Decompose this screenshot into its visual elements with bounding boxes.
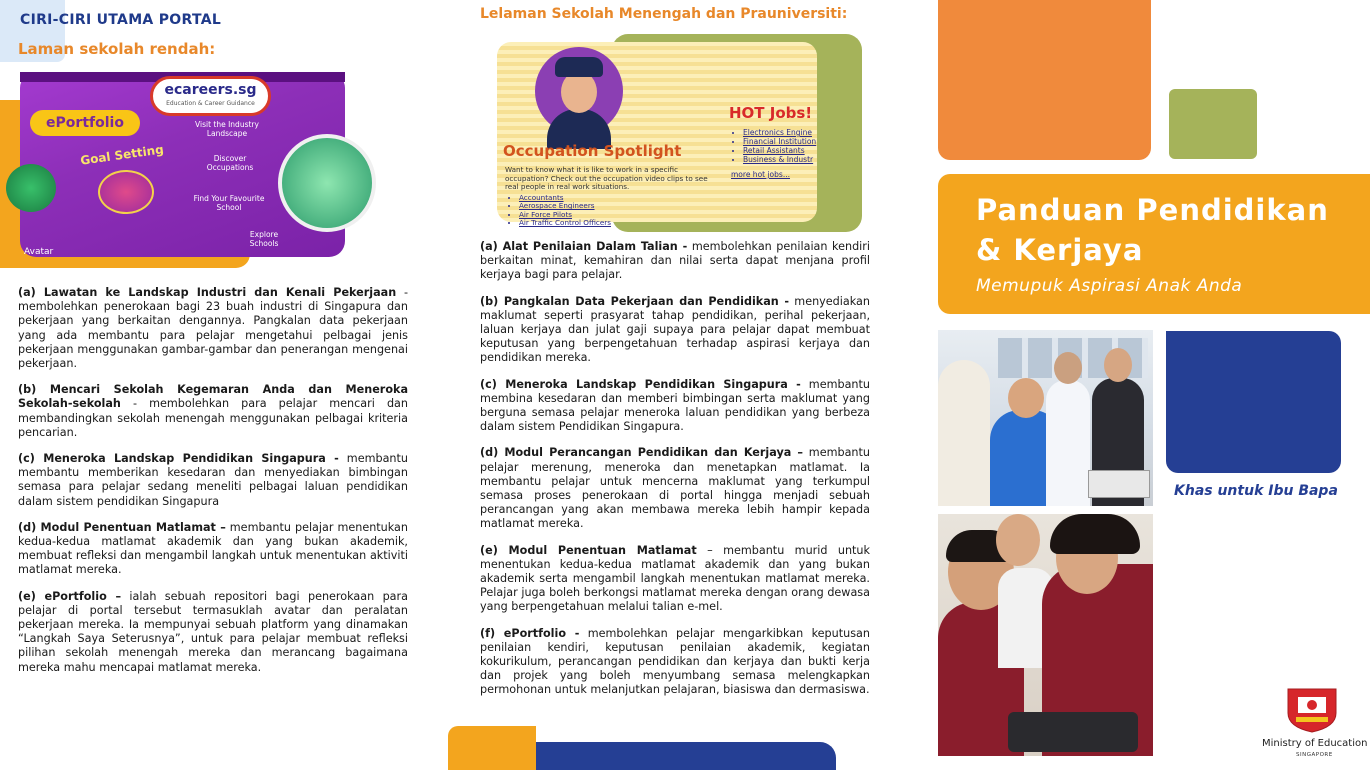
middle-item-e-text: – membantu murid untuk menentukan kedua-kedua matlamat akademik dan yang bukan akademik serta mengambil langkah menentukan matlamat mereka. Pelajar juga boleh berkongsi matlamat mereka dengan orang dewasa yang berpengetahuan melalui talian e-mel.	[480, 543, 870, 614]
middle-item-c-title: (c) Meneroka Landskap Pendidikan Singapura -	[480, 377, 801, 391]
more-hot-jobs-link: more hot jobs...	[731, 170, 790, 179]
student-girl-head	[1054, 352, 1082, 384]
left-subheading: Laman sekolah rendah:	[18, 40, 216, 58]
country-label: SINGAPORE	[1296, 752, 1333, 758]
menu-find-school: Find Your Favourite School	[193, 194, 265, 212]
world-orb	[278, 134, 376, 232]
bottom-navy-block	[536, 742, 836, 770]
avatar-label: Avatar	[24, 247, 54, 257]
woman-head	[1104, 348, 1132, 382]
ecareers-logo-text: ecareers.sg	[164, 82, 257, 98]
left-item-d-title: (d) Modul Penentuan Matlamat –	[18, 520, 226, 534]
middle-item-e	[480, 544, 870, 615]
left-item-d-text: membantu pelajar menentukan kedua-kedua matlamat akademik dan yang bukan akademik, membuat refleksi dan mengambil langkah untuk menentukan aktiviti matlamat mereka.	[18, 520, 408, 577]
left-orb	[6, 164, 56, 212]
hot-job-link: • Business & Industr	[743, 155, 816, 164]
left-item-a-text: - membolehkan penerokaan bagi 23 buah industri di Singapura dan pekerjaan yang berkaitan dengannya. Pangkalan data pekerjaan yang ada membantu para pelajar mengetahui pelbagai jenis pekerjaan menggunakan gambar-gambar dan penerangan mengenai pekerjaan.	[18, 286, 408, 371]
brochure-subtitle: Memupuk Aspirasi Anak Anda	[976, 276, 1243, 296]
ecareers-logo-subtext: Education & Career Guidance	[166, 100, 255, 107]
occupation-link: • Aerospace Engineers	[519, 202, 611, 210]
green-block	[1169, 89, 1257, 159]
secondary-portal-screenshot	[497, 42, 817, 228]
left-item-c-text: membantu membantu memberikan kesedaran dan menyediakan bimbingan semasa para pelajar sedang meneliti pelbagai laluan pendidikan dalam sistem pendidikan Singapura	[18, 452, 408, 508]
hot-jobs-list	[733, 128, 816, 164]
occupation-link: • Accountants	[519, 194, 611, 202]
left-item-e-text: ialah sebuah repositori bagi penerokaan para pelajar di portal tersebut termasuklah avatar dan peralatan pekerjaan mereka. Ia mempunyai sebuah platform yang dinamakan “Langkah Saya Seterusnya”, untuk para pelajar membuat refleksi pilihan sekolah menengah mereka dan merancang bagaimana mereka mahu mencapai matlamat mereka.	[18, 589, 408, 674]
keyboard-shape	[1008, 712, 1138, 752]
goal-setting-label: Goal Setting	[79, 142, 165, 168]
left-item-e-title: (e) ePortfolio –	[18, 589, 122, 603]
middle-item-f	[480, 627, 870, 698]
middle-item-d-text: membantu pelajar merenung, meneroka dan menetapkan matlamat. Ia membantu pelajar untuk mencerna maklumat yang terkumpul semasa proses penerokaan di portal hingga menjadi sebuah perancangan yang akan membawa mereka lebih hampir kepada matlamat mereka.	[480, 446, 870, 531]
occupation-link: • Air Traffic Control Officers	[519, 219, 611, 227]
orange-block	[938, 0, 1151, 160]
left-heading: CIRI-CIRI UTAMA PORTAL	[20, 12, 222, 28]
pilot-photo	[535, 47, 623, 135]
ecareers-logo	[150, 76, 271, 116]
classroom-photo	[938, 330, 1153, 506]
middle-item-a-title: (a) Alat Penilaian Dalam Talian -	[480, 240, 688, 253]
left-item-b-title: (b) Mencari Sekolah Kegemaran Anda dan Meneroka Sekolah-sekolah	[18, 383, 408, 411]
left-item-a-title: (a) Lawatan ke Landskap Industri dan Kenali Pekerjaan	[18, 286, 397, 299]
left-item-d	[18, 521, 408, 578]
middle-item-a	[480, 240, 870, 283]
menu-discover-occupations: Discover Occupations	[206, 154, 254, 172]
menu-visit-industry: Visit the Industry Landscape	[195, 120, 259, 138]
middle-item-d-title: (d) Modul Perancangan Pendidikan dan Kerjaya –	[480, 446, 804, 460]
middle-items	[480, 240, 870, 698]
middle-item-e-title: (e) Modul Penentuan Matlamat	[480, 543, 697, 557]
middle-item-d	[480, 446, 870, 531]
middle-item-c	[480, 378, 870, 435]
hot-job-link: • Electronics Engine	[743, 128, 816, 137]
middle-item-c-text: membantu membina kesedaran dan memberi bimbingan serta maklumat yang berguna semasa pelajar meneroka laluan pendidikan yang berbeza dalam sistem Pendidikan Singapura.	[480, 377, 870, 434]
occupation-spotlight-text: Want to know what it is like to work in a specific occupation? Check out the occupation video clips to see real people in real work situations.	[505, 165, 708, 192]
primary-portal-screenshot	[20, 72, 345, 257]
occupation-spotlight-heading: Occupation Spotlight	[503, 142, 682, 160]
brochure-title-line2: & Kerjaya	[976, 233, 1144, 267]
hot-job-link: • Retail Assistants	[743, 146, 816, 155]
middle-item-f-title: (f) ePortfolio -	[480, 626, 580, 640]
hot-jobs-heading: HOT Jobs!	[729, 104, 813, 122]
middle-item-b-text: menyediakan maklumat seperti prasyarat tahap pendidikan, perihal pekerjaan, laluan kerjaya dan julat gaji supaya para pelajar dapat membuat keputusan yang berpengetahuan terhadap aspirasi kerjaya dan pendidikan mereka.	[480, 294, 870, 365]
left-item-b-text: - membolehkan para pelajar mencari dan membandingkan sekolah menengah menggunakan pelbagai kriteria pencarian.	[18, 397, 408, 439]
pilot-cap	[555, 57, 603, 77]
students-computer-photo	[938, 514, 1153, 756]
occupation-list	[507, 194, 611, 228]
middle-heading: Lelaman Sekolah Menengah dan Prauniversiti:	[480, 6, 848, 22]
occupation-link: • Air Force Pilots	[519, 211, 611, 219]
ministry-label: Ministry of Education	[1262, 738, 1368, 749]
bottom-gold-block	[448, 726, 536, 770]
for-parents-label: Khas untuk Ibu Bapa	[1174, 483, 1338, 499]
navy-block	[1166, 331, 1341, 473]
girl-right-hair	[1050, 514, 1140, 554]
teacher-figure	[938, 360, 990, 506]
student-boy-head	[1008, 378, 1044, 418]
moe-crest-icon	[1286, 687, 1338, 733]
brochure-title	[976, 190, 1329, 270]
left-item-e	[18, 590, 408, 675]
pilot-face	[561, 71, 597, 113]
middle-item-b-title: (b) Pangkalan Data Pekerjaan dan Pendidikan -	[480, 294, 790, 308]
moe-crest-svg	[1286, 687, 1338, 733]
middle-item-b	[480, 295, 870, 366]
left-item-a	[18, 286, 408, 371]
eportfolio-badge: ePortfolio	[30, 110, 140, 136]
boy-middle-head	[996, 514, 1040, 566]
left-item-b	[18, 383, 408, 440]
left-item-c-title: (c) Meneroka Landskap Pendidikan Singapura -	[18, 452, 339, 466]
menu-explore-schools: Explore Schools	[249, 230, 279, 248]
laptop-shape	[1088, 470, 1150, 498]
hot-job-link: • Financial Institution	[743, 137, 816, 146]
middle-item-a-text: membolehkan penilaian kendiri berkaitan minat, kemahiran dan nilai serta dapat menjana profil kerjaya bagi para pelajar.	[480, 240, 871, 282]
brochure-title-line1: Panduan Pendidikan	[976, 193, 1329, 227]
left-item-c	[18, 452, 408, 509]
student-girl-figure	[1046, 380, 1090, 506]
middle-item-f-text: membolehkan pelajar mengarkibkan keputusan penilaian kendiri, keputusan penilaian akademik, kegiatan kokurikulum, perancangan pendidikan dan kerjaya dan bukti kerja dan projek yang boleh menyumbang semasa melengkapkan permohonan untuk melanjutkan pelajaran, biasiswa dan dermasiswa.	[480, 626, 870, 697]
left-items	[18, 286, 408, 675]
explore-orb	[98, 170, 154, 214]
